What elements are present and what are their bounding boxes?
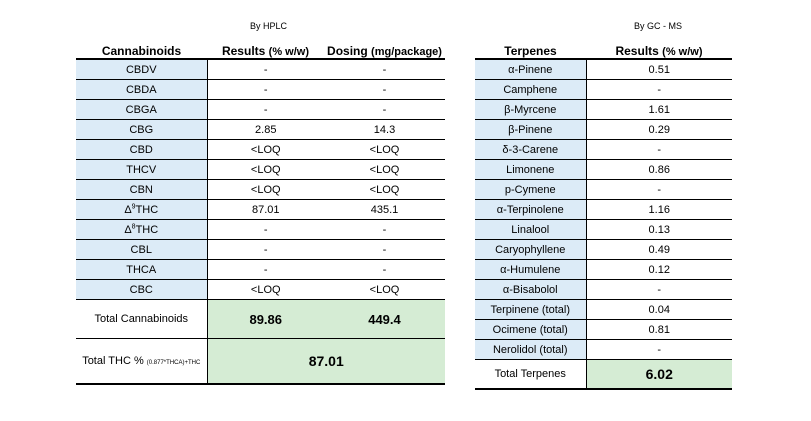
terpene-name: Camphene	[475, 80, 586, 100]
cannabinoid-name-suffix: THC	[135, 223, 159, 236]
result-cell: -	[207, 260, 324, 280]
table-row	[475, 300, 732, 320]
terpene-name: Caryophyllene	[475, 240, 586, 260]
cannabinoid-name: THCV	[76, 160, 207, 180]
table-row	[76, 100, 445, 120]
terpene-name: Terpinene (total)	[475, 300, 586, 320]
table-row	[76, 260, 445, 280]
result-cell: -	[207, 59, 324, 80]
table-row	[475, 240, 732, 260]
result-cell: <LOQ	[207, 280, 324, 300]
total-cannabinoids-result: 89.86	[207, 300, 324, 339]
terpene-result: -	[586, 80, 732, 100]
result-cell: -	[207, 220, 324, 240]
table-row	[475, 180, 732, 200]
table-row	[475, 200, 732, 220]
terpene-result: 1.16	[586, 200, 732, 220]
terpene-result: 0.04	[586, 300, 732, 320]
table-row	[76, 80, 445, 100]
dosing-cell: 14.3	[324, 120, 445, 140]
table-row	[76, 160, 445, 180]
cannabinoid-name: CBL	[76, 240, 207, 260]
terpene-name: α-Bisabolol	[475, 280, 586, 300]
terpene-name: Nerolidol (total)	[475, 340, 586, 360]
cannabinoid-name: CBN	[76, 180, 207, 200]
results-header: Results (% w/w)	[221, 44, 310, 58]
cannabinoid-name	[76, 220, 207, 240]
total-terpenes-value: 6.02	[586, 360, 732, 390]
result-cell: 87.01	[207, 200, 324, 220]
cannabinoid-name: CBC	[76, 280, 207, 300]
dosing-cell: -	[324, 100, 445, 120]
cannabinoids-table	[76, 40, 445, 385]
table-row	[76, 120, 445, 140]
result-cell: -	[207, 240, 324, 260]
terpenes-header: Terpenes	[504, 44, 557, 58]
cannabinoid-name: CBG	[76, 120, 207, 140]
table-row	[76, 59, 445, 80]
result-cell: 2.85	[207, 120, 324, 140]
result-cell: -	[207, 80, 324, 100]
cannabinoid-name: CBGA	[76, 100, 207, 120]
result-cell: <LOQ	[207, 180, 324, 200]
terpene-result: -	[586, 140, 732, 160]
table-row	[76, 240, 445, 260]
table-row	[475, 160, 732, 180]
terpenes-table	[475, 40, 732, 390]
cannabinoid-name	[76, 200, 207, 220]
dosing-cell: -	[324, 220, 445, 240]
cannabinoid-name: CBDA	[76, 80, 207, 100]
delta-symbol: Δ	[124, 203, 132, 216]
table-row	[76, 140, 445, 160]
cannabinoid-name: CBD	[76, 140, 207, 160]
delta-superscript: 8	[131, 222, 136, 230]
total-thc-label	[76, 339, 207, 385]
total-thc-row	[76, 339, 445, 385]
terpene-result: 0.81	[586, 320, 732, 340]
table-row	[475, 100, 732, 120]
terpene-result: -	[586, 340, 732, 360]
gcms-method-label: By GC - MS	[634, 21, 683, 31]
terpene-name: Limonene	[475, 160, 586, 180]
terpene-result: 0.13	[586, 220, 732, 240]
total-thc-formula: (0.877*THCA)+THC	[146, 360, 201, 366]
table-row	[475, 120, 732, 140]
dosing-cell: 435.1	[324, 200, 445, 220]
table-row	[76, 180, 445, 200]
terpene-name: β-Myrcene	[475, 100, 586, 120]
total-terpenes-row	[475, 360, 732, 390]
terpene-result: 0.12	[586, 260, 732, 280]
total-thc-value: 87.01	[207, 339, 445, 385]
total-cannabinoids-label: Total Cannabinoids	[76, 300, 207, 339]
terpene-result: 0.86	[586, 160, 732, 180]
table-row	[475, 220, 732, 240]
result-cell: -	[207, 100, 324, 120]
dosing-cell: -	[324, 260, 445, 280]
table-row	[475, 140, 732, 160]
table-row	[76, 200, 445, 220]
dosing-header: Dosing (mg/package)	[327, 44, 442, 58]
dosing-cell: <LOQ	[324, 160, 445, 180]
terpene-result: 0.49	[586, 240, 732, 260]
cannabinoid-name-suffix: THC	[135, 203, 159, 216]
delta-superscript: 9	[131, 202, 136, 210]
cannabinoid-name: CBDV	[76, 59, 207, 80]
terpene-name: α-Pinene	[475, 59, 586, 80]
result-cell: <LOQ	[207, 160, 324, 180]
table-row	[76, 280, 445, 300]
terpene-name: δ-3-Carene	[475, 140, 586, 160]
terpene-results-header: Results (% w/w)	[615, 44, 703, 58]
table-row	[475, 59, 732, 80]
table-row	[475, 340, 732, 360]
total-cannabinoids-dosing: 449.4	[324, 300, 445, 339]
terpene-result: 0.29	[586, 120, 732, 140]
dosing-cell: <LOQ	[324, 140, 445, 160]
terpene-result: 1.61	[586, 100, 732, 120]
terpene-name: α-Terpinolene	[475, 200, 586, 220]
table-row	[475, 260, 732, 280]
terpene-name: β-Pinene	[475, 120, 586, 140]
terpene-name: Linalool	[475, 220, 586, 240]
total-cannabinoids-row	[76, 300, 445, 339]
delta-symbol: Δ	[124, 223, 132, 236]
terpene-name: Ocimene (total)	[475, 320, 586, 340]
cannabinoid-name: THCA	[76, 260, 207, 280]
dosing-cell: -	[324, 240, 445, 260]
terpene-result: -	[586, 280, 732, 300]
terpene-name: p-Cymene	[475, 180, 586, 200]
table-row	[475, 280, 732, 300]
cannabinoids-header: Cannabinoids	[101, 44, 182, 58]
table-row	[475, 80, 732, 100]
total-terpenes-label: Total Terpenes	[475, 360, 586, 390]
dosing-cell: -	[324, 80, 445, 100]
total-thc-label-text: Total THC %	[82, 355, 144, 367]
dosing-cell: -	[324, 59, 445, 80]
terpene-result: -	[586, 180, 732, 200]
table-row	[475, 320, 732, 340]
dosing-cell: <LOQ	[324, 280, 445, 300]
hplc-method-label: By HPLC	[250, 21, 288, 31]
result-cell: <LOQ	[207, 140, 324, 160]
table-row	[76, 220, 445, 240]
terpene-result: 0.51	[586, 59, 732, 80]
dosing-cell: <LOQ	[324, 180, 445, 200]
terpene-name: α-Humulene	[475, 260, 586, 280]
